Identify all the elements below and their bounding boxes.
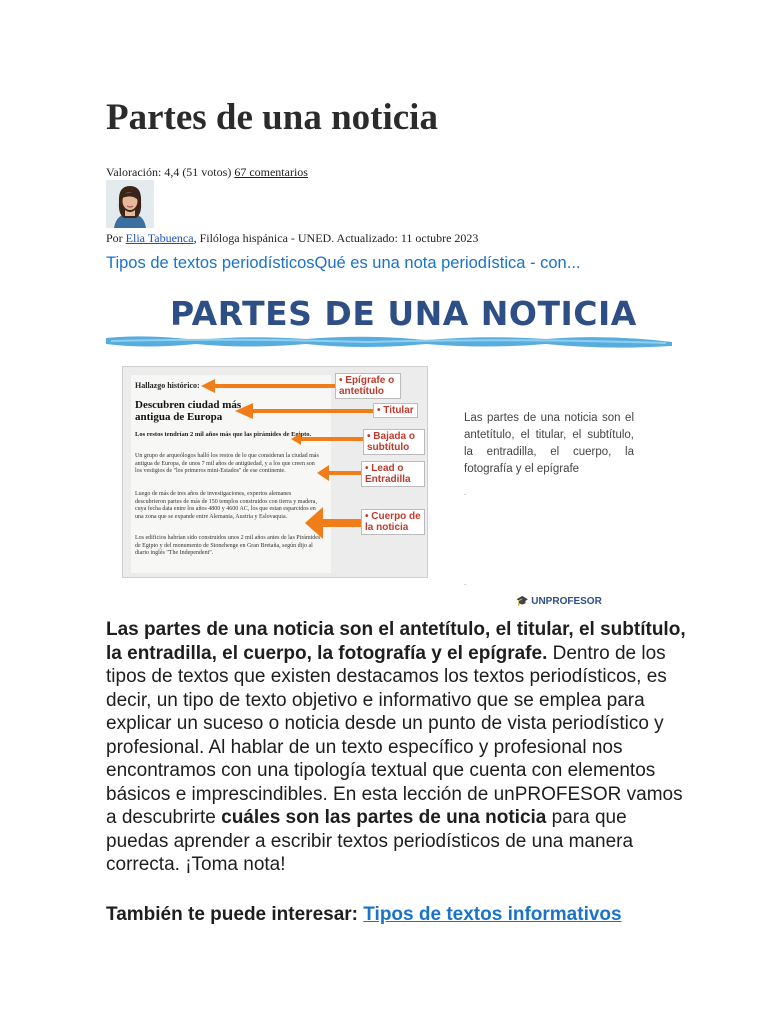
figure-caption: Las partes de una noticia son el antetítulo, el titular, el subtítulo, la entradilla, el cuerpo, la fotografía y el epígrafe <box>464 412 634 475</box>
brand-logo <box>516 596 602 607</box>
label-lead: • Lead o Entradilla <box>361 461 425 487</box>
intro-bold-mid: cuáles son las partes de una noticia <box>221 807 547 828</box>
sample-kicker: Hallazgo histórico: <box>135 381 200 390</box>
avatar-portrait-icon <box>106 180 154 228</box>
comments-link[interactable]: 67 comentarios <box>234 165 308 179</box>
caption-dot: . <box>464 488 467 497</box>
also-interesting <box>106 904 622 926</box>
graduation-cap-icon: 🎓 <box>516 596 529 607</box>
intro-text-2: para que puedas aprender a escribir textos periodísticos de una manera correcta. ¡Toma nota! <box>106 807 634 875</box>
label-cuerpo: • Cuerpo de la noticia <box>361 509 425 535</box>
brand-name: UNPROFESOR <box>531 596 602 607</box>
sample-body-2: Los edificios habrían sido construidos unos 2 mil años antes de las Pirámides de Egipto y del monumento de Stonehenge en Gran Bretaña, según dijo al diario inglés "The Independent". <box>135 535 321 556</box>
label-titular: • Titular <box>373 403 418 418</box>
related-link-tipos-textos[interactable]: Tipos de textos periodísticos <box>106 254 315 272</box>
sample-lead: Un grupo de arqueólogos halló los restos de lo que consideran la ciudad más antigua de Europa, de unos 7 mil años de antigüedad, y a los que creen son los vestigios de "los primeros mini-Estados" de ese continente. <box>135 453 319 474</box>
news-anatomy-figure <box>122 366 428 578</box>
caption-dot-2: . <box>464 578 467 587</box>
rating-line <box>106 165 308 180</box>
also-link-tipos-informativos[interactable]: Tipos de textos informativos <box>363 904 622 925</box>
brush-stroke-icon <box>106 332 672 352</box>
related-links <box>106 254 581 273</box>
arrow-icons <box>201 379 373 539</box>
also-label: También te puede interesar: <box>106 904 364 925</box>
author-link[interactable]: Elia Tabuenca <box>125 231 194 245</box>
sample-headline: Descubren ciudad más antigua de Europa <box>135 399 242 423</box>
sample-body: Luego de más de tres años de investigaciones, expertos alemanes descubrieron partes de más de 150 templos construidos con tierra y madera, cuya fecha data entre los años 4800 y 4600 AC, los que estan esparcidos en una zona que se expande entre Alemania, Austria y Eslovaquia. <box>135 491 317 520</box>
banner-title: PARTES DE UNA NOTICIA <box>170 294 637 333</box>
label-bajada: • Bajada o subtítulo <box>363 429 425 455</box>
intro-paragraph <box>106 618 686 877</box>
byline-suffix: , Filóloga hispánica - UNED. Actualizado: 11 octubre 2023 <box>193 231 479 245</box>
rating-text: Valoración: 4,4 (51 votos) <box>106 165 235 179</box>
page-title: Partes de una noticia <box>106 97 438 138</box>
intro-bold: Las partes de una noticia son el antetítulo, el titular, el subtítulo, la entradilla, el cuerpo, la fotografía y el epígrafe. <box>106 619 686 664</box>
byline <box>106 231 478 246</box>
sample-subtitle: Los restos tendrían 2 mil años más que las pirámides de Egipto. <box>135 431 312 438</box>
figure-banner <box>106 290 672 358</box>
author-avatar[interactable] <box>106 180 154 228</box>
label-epigrafe: • Epígrafe o antetítulo <box>335 373 401 399</box>
related-link-nota-periodistica[interactable]: Qué es una nota periodística - con... <box>314 254 581 272</box>
byline-prefix: Por <box>106 231 126 245</box>
intro-text-1: Dentro de los tipos de textos que existen destacamos los textos periodísticos, es decir, un tipo de texto objetivo e informativo que se emplea para explicar un suceso o noticia desde un punto de vista periodístico y profesional. Al hablar de un texto específico y profesional nos encontramos con una tipología textual que cuenta con elementos básicos e imprescindibles. En esta lección de unPROFESOR vamos a descubrirte <box>106 642 683 828</box>
